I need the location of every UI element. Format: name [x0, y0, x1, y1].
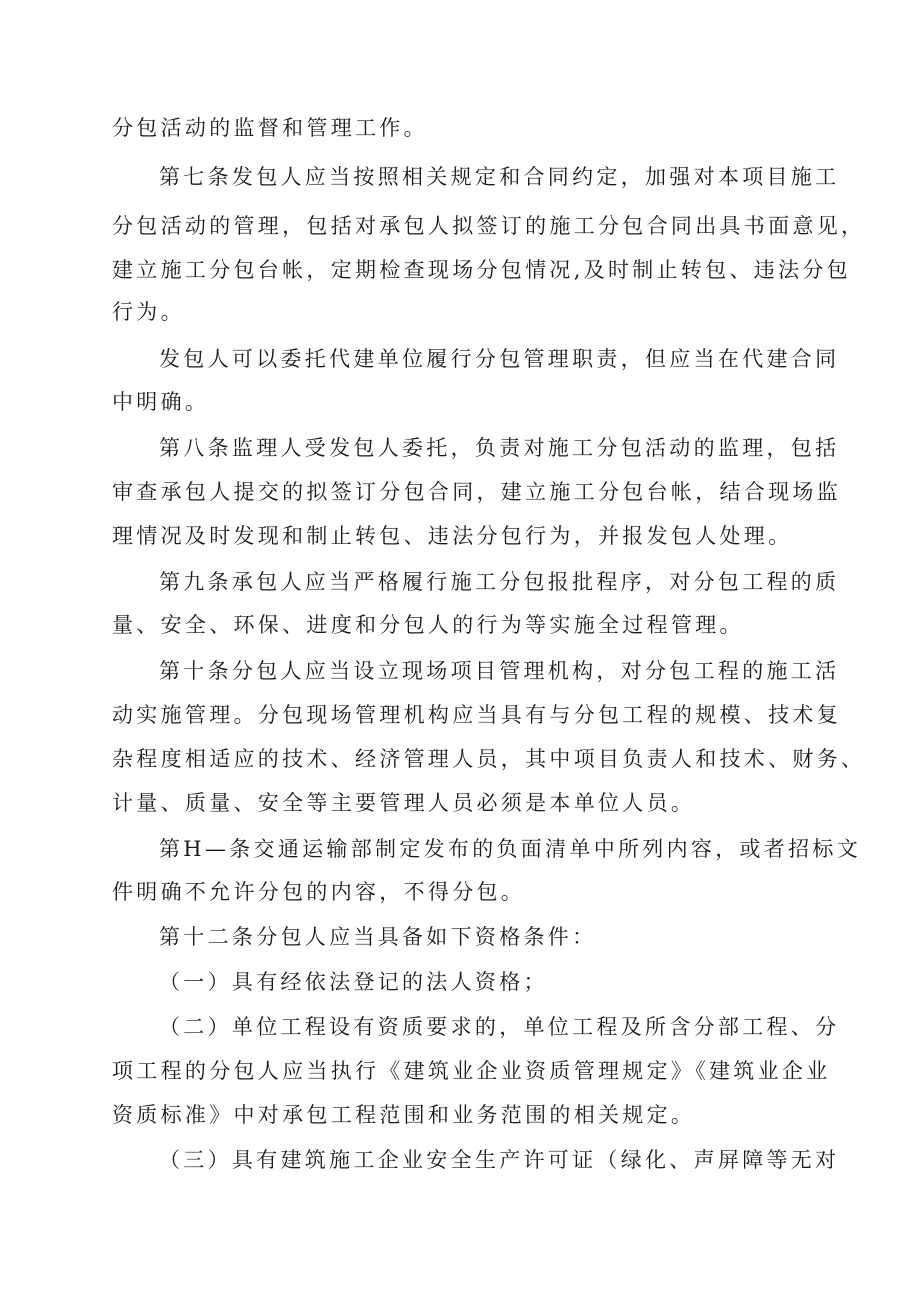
- text-line: 量、安全、环保、进度和分包人的行为等实施全过程管理。: [112, 613, 744, 637]
- text-line: 理情况及时发现和制止转包、违法分包行为，并报发包人处理。: [112, 524, 793, 548]
- text-line: 项工程的分包人应当执行《建筑业企业资质管理规定》《建筑业企业: [112, 1059, 831, 1083]
- text-line: 分包活动的监督和管理工作。: [112, 116, 428, 140]
- text-line: 计量、质量、安全等主要管理人员必须是本单位人员。: [112, 791, 696, 815]
- text-line: （二）单位工程设有资质要求的，单位工程及所含分部工程、分: [159, 1015, 840, 1039]
- text-line: 分包活动的管理，包括对承包人拟签订的施工分包合同出具书面意见，: [112, 214, 866, 238]
- text-line: 第八条监理人受发包人委托，负责对施工分包活动的监理，包括: [159, 436, 840, 460]
- text-line: 中明确。: [112, 390, 210, 414]
- text-line: 行为。: [112, 300, 185, 324]
- text-line: 第十条分包人应当设立现场项目管理机构，对分包工程的施工活: [159, 659, 840, 683]
- text-line: 动实施管理。分包现场管理机构应当具有与分包工程的规模、技术复: [112, 703, 841, 727]
- text-line: 第H—条交通运输部制定发布的负面清单中所列内容，或者招标文: [159, 837, 862, 861]
- text-line: （三）具有建筑施工企业安全生产许可证（绿化、声屏障等无对: [159, 1148, 840, 1172]
- text-line: （一）具有经依法登记的法人资格；: [159, 970, 548, 994]
- text-line: 资质标准》中对承包工程范围和业务范围的相关规定。: [112, 1103, 696, 1127]
- text-line: 建立施工分包台帐，定期检查现场分包情况,及时制止转包、违法分包: [112, 258, 851, 282]
- text-line: 审查承包人提交的拟签订分包合同，建立施工分包台帐，结合现场监: [112, 480, 841, 504]
- text-line: 件明确不允许分包的内容，不得分包。: [112, 880, 526, 904]
- text-line: 第七条发包人应当按照相关规定和合同约定，加强对本项目施工: [159, 165, 840, 189]
- text-line: 发包人可以委托代建单位履行分包管理职责，但应当在代建合同: [159, 347, 840, 371]
- text-line: 第十二条分包人应当具备如下资格条件：: [159, 925, 597, 949]
- text-line: 杂程度相适应的技术、经济管理人员，其中项目负责人和技术、财务、: [112, 747, 866, 771]
- text-line: 第九条承包人应当严格履行施工分包报批程序，对分包工程的质: [159, 570, 840, 594]
